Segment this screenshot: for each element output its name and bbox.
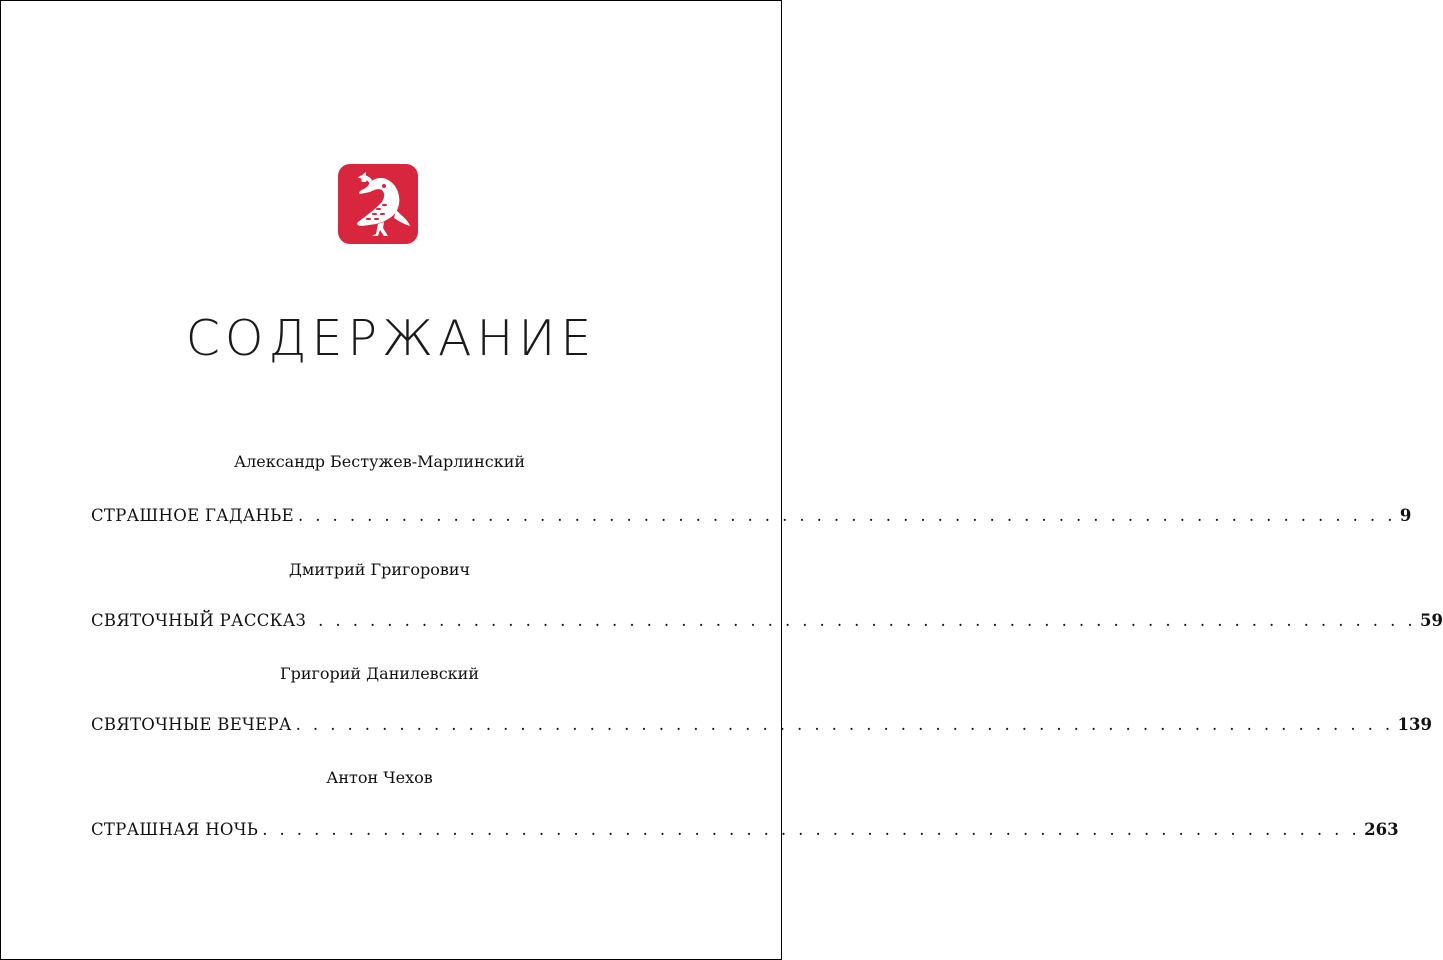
toc-page-number: 263 (1364, 820, 1399, 839)
toc-entry[interactable] (91, 505, 1412, 527)
toc-dot-leader: . . . . . . . . . . . . . . . . . . . . . . . . . . . . . . . . . . . . . . . . . . . . . . . . . . . . . . . . . . . . . . . . (318, 611, 1417, 630)
toc-dot-leader: . . . . . . . . . . . . . . . . . . . . . . . . . . . . . . . . . . . . . . . . . . . . . . . . . . . . . . . . . . . . . . . . (262, 820, 1361, 839)
toc-entry[interactable] (91, 610, 1443, 632)
toc-entry[interactable] (91, 819, 1399, 841)
toc-story-title: СВЯТОЧНЫЕ ВЕЧЕРА (91, 715, 292, 734)
toc-page-number: 9 (1399, 506, 1412, 525)
bird-fish-logo-icon (338, 164, 418, 244)
toc-dot-leader: . . . . . . . . . . . . . . . . . . . . . . . . . . . . . . . . . . . . . . . . . . . . . . . . . . . . . . . . . . . . . . . . (297, 506, 1396, 525)
toc-story-title: СТРАШНАЯ НОЧЬ (91, 820, 259, 839)
toc-author: Александр Бестужев-Марлинский (233, 452, 526, 471)
toc-entry[interactable] (91, 714, 1432, 736)
toc-author: Дмитрий Григорович (288, 560, 471, 579)
toc-story-title: СВЯТОЧНЫЙ РАССКАЗ (91, 611, 307, 630)
toc-dot-leader: . . . . . . . . . . . . . . . . . . . . . . . . . . . . . . . . . . . . . . . . . . . . . . . . . . . . . . . . . . . . . . . . (295, 715, 1394, 734)
toc-page-number: 139 (1397, 715, 1432, 734)
page-title: СОДЕРЖАНИЕ (185, 310, 597, 367)
toc-page-number: 59 (1420, 611, 1443, 630)
toc-story-title: СТРАШНОЕ ГАДАНЬЕ (91, 506, 294, 525)
toc-author: Григорий Данилевский (280, 664, 479, 683)
toc-author: Антон Чехов (326, 768, 433, 787)
